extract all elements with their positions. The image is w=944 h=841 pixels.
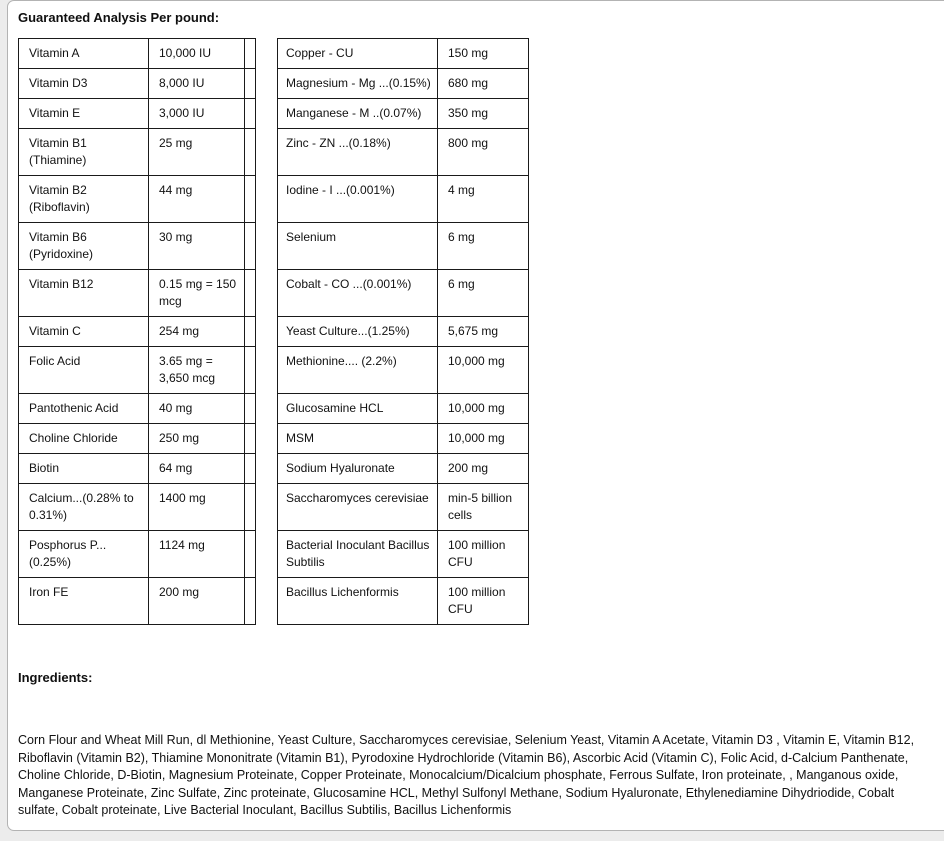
separator-cell [245, 454, 256, 484]
left-nutrient-value: 3,000 IU [149, 99, 245, 129]
separator-cell [245, 347, 256, 394]
left-nutrient-name: Vitamin E [19, 99, 149, 129]
content-panel [7, 0, 944, 831]
right-nutrient-value: 10,000 mg [438, 394, 529, 424]
table-row [19, 223, 529, 270]
table-row [19, 176, 529, 223]
right-nutrient-name: Bacterial Inoculant Bacillus Subtilis [278, 531, 438, 578]
gap-cell [256, 39, 278, 69]
right-nutrient-value: 100 million CFU [438, 531, 529, 578]
right-nutrient-name: Glucosamine HCL [278, 394, 438, 424]
gap-cell [256, 454, 278, 484]
right-nutrient-name: Zinc - ZN ...(0.18%) [278, 129, 438, 176]
left-nutrient-value: 40 mg [149, 394, 245, 424]
right-nutrient-name: MSM [278, 424, 438, 454]
separator-cell [245, 270, 256, 317]
gap-cell [256, 317, 278, 347]
right-nutrient-value: 5,675 mg [438, 317, 529, 347]
left-nutrient-value: 200 mg [149, 578, 245, 625]
right-nutrient-value: 200 mg [438, 454, 529, 484]
left-nutrient-name: Vitamin C [19, 317, 149, 347]
guaranteed-analysis-heading: Guaranteed Analysis Per pound: [18, 10, 220, 25]
table-row [19, 129, 529, 176]
left-nutrient-name: Vitamin B6 (Pyridoxine) [19, 223, 149, 270]
right-nutrient-value: 680 mg [438, 69, 529, 99]
right-nutrient-value: 350 mg [438, 99, 529, 129]
gap-cell [256, 531, 278, 578]
right-nutrient-name: Sodium Hyaluronate [278, 454, 438, 484]
left-nutrient-name: Vitamin D3 [19, 69, 149, 99]
table-row [19, 484, 529, 531]
right-nutrient-value: 4 mg [438, 176, 529, 223]
right-nutrient-value: 100 million CFU [438, 578, 529, 625]
left-nutrient-value: 250 mg [149, 424, 245, 454]
right-nutrient-name: Cobalt - CO ...(0.001%) [278, 270, 438, 317]
left-nutrient-value: 0.15 mg = 150 mcg [149, 270, 245, 317]
gap-cell [256, 578, 278, 625]
gap-cell [256, 129, 278, 176]
separator-cell [245, 129, 256, 176]
right-nutrient-value: 6 mg [438, 270, 529, 317]
separator-cell [245, 317, 256, 347]
table-row [19, 424, 529, 454]
separator-cell [245, 424, 256, 454]
left-nutrient-value: 44 mg [149, 176, 245, 223]
left-nutrient-name: Pantothenic Acid [19, 394, 149, 424]
left-nutrient-name: Calcium...(0.28% to 0.31%) [19, 484, 149, 531]
separator-cell [245, 39, 256, 69]
separator-cell [245, 531, 256, 578]
gap-cell [256, 347, 278, 394]
separator-cell [245, 99, 256, 129]
table-row [19, 578, 529, 625]
right-nutrient-name: Magnesium - Mg ...(0.15%) [278, 69, 438, 99]
table-row [19, 99, 529, 129]
left-nutrient-value: 64 mg [149, 454, 245, 484]
gap-cell [256, 270, 278, 317]
table-row [19, 531, 529, 578]
right-nutrient-name: Bacillus Lichenformis [278, 578, 438, 625]
gap-cell [256, 484, 278, 531]
left-nutrient-value: 3.65 mg = 3,650 mcg [149, 347, 245, 394]
table-row [19, 270, 529, 317]
table-row [19, 347, 529, 394]
analysis-table-body [19, 39, 529, 625]
right-nutrient-name: Methionine.... (2.2%) [278, 347, 438, 394]
left-nutrient-name: Vitamin B2 (Riboflavin) [19, 176, 149, 223]
gap-cell [256, 424, 278, 454]
separator-cell [245, 484, 256, 531]
right-nutrient-name: Yeast Culture...(1.25%) [278, 317, 438, 347]
right-nutrient-name: Saccharomyces cerevisiae [278, 484, 438, 531]
table-row [19, 317, 529, 347]
left-nutrient-value: 1400 mg [149, 484, 245, 531]
gap-cell [256, 223, 278, 270]
left-nutrient-name: Iron FE [19, 578, 149, 625]
left-nutrient-value: 1124 mg [149, 531, 245, 578]
left-nutrient-name: Biotin [19, 454, 149, 484]
left-nutrient-name: Posphorus P... (0.25%) [19, 531, 149, 578]
right-nutrient-name: Selenium [278, 223, 438, 270]
right-nutrient-value: min-5 billion cells [438, 484, 529, 531]
gap-cell [256, 394, 278, 424]
table-row [19, 69, 529, 99]
right-nutrient-value: 800 mg [438, 129, 529, 176]
left-nutrient-value: 30 mg [149, 223, 245, 270]
left-nutrient-value: 25 mg [149, 129, 245, 176]
right-nutrient-value: 6 mg [438, 223, 529, 270]
separator-cell [245, 176, 256, 223]
table-row [19, 454, 529, 484]
table-row [19, 394, 529, 424]
right-nutrient-name: Iodine - I ...(0.001%) [278, 176, 438, 223]
gap-cell [256, 99, 278, 129]
left-nutrient-name: Vitamin B12 [19, 270, 149, 317]
left-nutrient-name: Choline Chloride [19, 424, 149, 454]
right-nutrient-name: Copper - CU [278, 39, 438, 69]
left-nutrient-name: Vitamin B1 (Thiamine) [19, 129, 149, 176]
separator-cell [245, 394, 256, 424]
right-nutrient-value: 10,000 mg [438, 424, 529, 454]
left-nutrient-name: Vitamin A [19, 39, 149, 69]
ingredients-heading: Ingredients: [18, 670, 93, 685]
ingredients-paragraph: Corn Flour and Wheat Mill Run, dl Methionine, Yeast Culture, Saccharomyces cerevisiae, Selenium Yeast, Vitamin A Acetate, Vitamin D3 , Vitamin E, Vitamin B12, Riboflavin (Vitamin B2), Thiamine Mononitrate (Vitamin B1), Pyrodoxine Hydrochloride (Vitamin B6), Ascorbic Acid (Vitamin C), Folic Acid, d-Calcium Panthenate, Choline Chloride, D-Biotin, Magnesium Proteinate, Copper Proteinate, Monocalcium/Dicalcium phosphate, Ferrous Sulfate, Iron proteinate, , Manganous oxide, Manganese Proteinate, Zinc Sulfate, Zinc proteinate, Glucosamine HCL, Methyl Sulfonyl Methane, Sodium Hyaluronate, Ethylenediamine Dihydriodide, Cobalt sulfate, Cobalt proteinate, Live Bacterial Inoculant, Bacillus Subtilis, Bacillus Lichenformis [18, 733, 915, 817]
gap-cell [256, 69, 278, 99]
table-row [19, 39, 529, 69]
left-nutrient-value: 10,000 IU [149, 39, 245, 69]
right-nutrient-name: Manganese - M ..(0.07%) [278, 99, 438, 129]
left-nutrient-value: 8,000 IU [149, 69, 245, 99]
right-nutrient-value: 150 mg [438, 39, 529, 69]
left-nutrient-name: Folic Acid [19, 347, 149, 394]
gap-cell [256, 176, 278, 223]
right-nutrient-value: 10,000 mg [438, 347, 529, 394]
separator-cell [245, 223, 256, 270]
guaranteed-analysis-table [18, 38, 529, 625]
left-nutrient-value: 254 mg [149, 317, 245, 347]
separator-cell [245, 69, 256, 99]
separator-cell [245, 578, 256, 625]
